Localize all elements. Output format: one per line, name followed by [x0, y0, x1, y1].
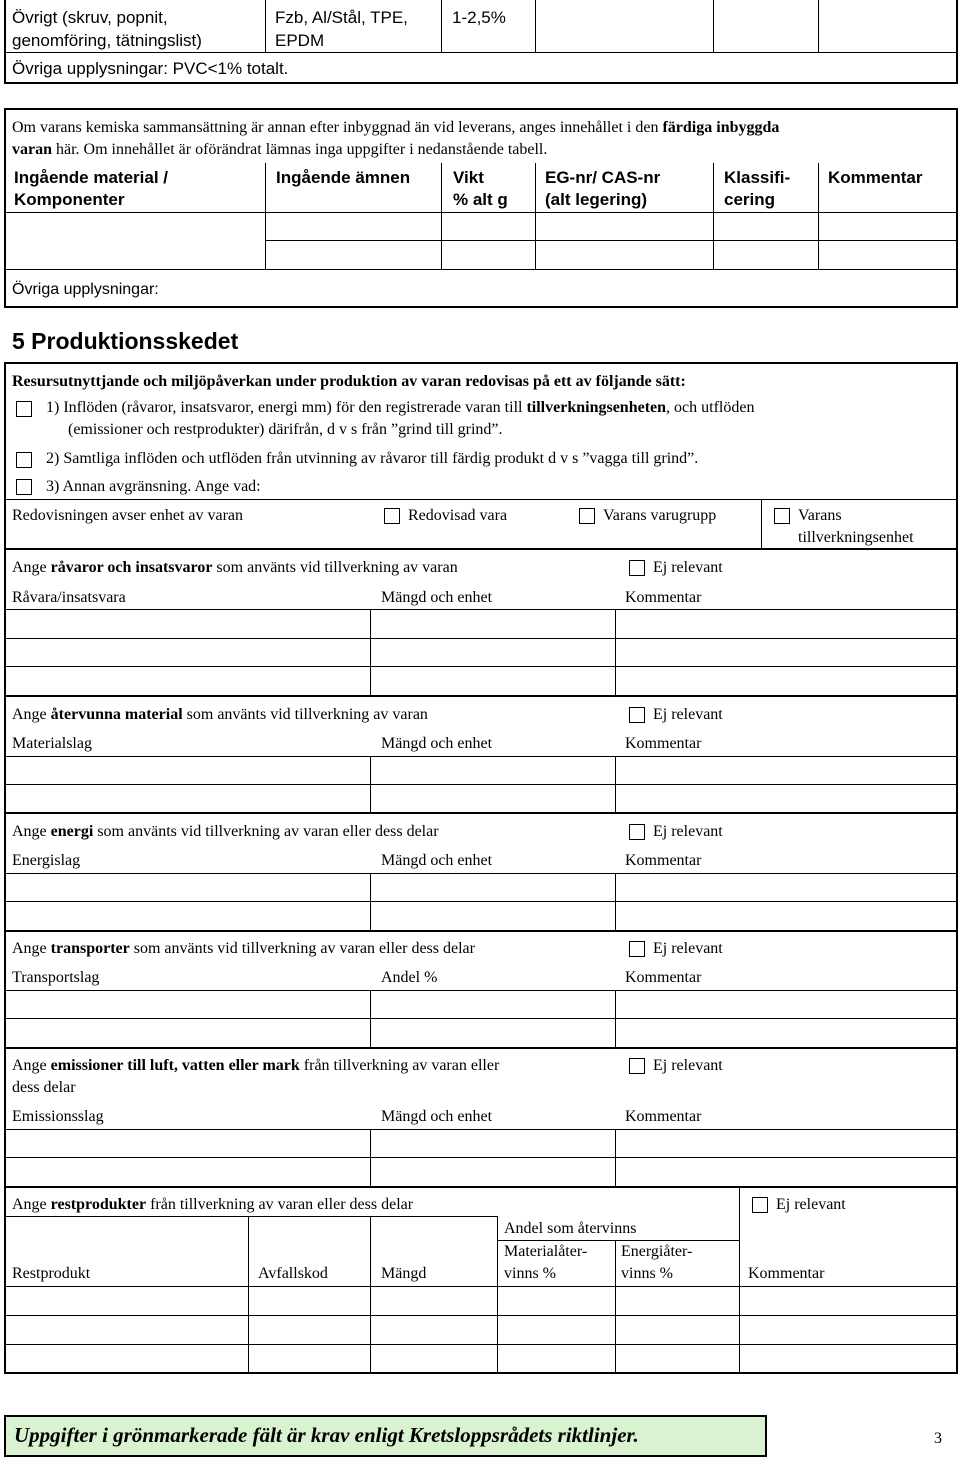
transport-not-relevant-checkbox[interactable] — [629, 941, 645, 957]
emissions-not-relevant-label: Ej relevant — [653, 1057, 723, 1074]
residual-heading: Ange restprodukter från tillverkning av varan eller dess delar — [12, 1196, 414, 1213]
energy-not-relevant-checkbox[interactable] — [629, 824, 645, 840]
residual-not-relevant-checkbox[interactable] — [752, 1197, 768, 1213]
energy-col-type: Energislag — [12, 852, 81, 869]
raw-materials-heading: Ange råvaror och insatsvaror som använts vid tillverkning av varan — [12, 559, 458, 576]
production-intro: Resursutnyttjande och miljöpåverkan under produktion av varan redovisas på ett av följande sätt: — [12, 373, 686, 390]
emissions-heading-line2: dess delar — [12, 1079, 76, 1096]
built-in-intro-line2: varan här. Om innehållet är oförändrat lämnas inga uppgifter i nedanstående tabell. — [12, 141, 548, 158]
residual-col-material-recycled-2: vinns % — [504, 1265, 556, 1282]
unit-label: Redovisningen avser enhet av varan — [12, 507, 244, 524]
built-in-other-info: Övriga upplysningar: — [12, 281, 159, 298]
unit-reported-goods-label: Redovisad vara — [408, 507, 508, 524]
recycled-not-relevant-checkbox[interactable] — [629, 707, 645, 723]
unit-manufacturing-checkbox[interactable] — [774, 508, 790, 524]
unit-manufacturing-label-2: tillverkningsenhet — [798, 529, 914, 546]
raw-materials-not-relevant-label: Ej relevant — [653, 559, 723, 576]
page-number: 3 — [934, 1430, 942, 1447]
unit-manufacturing-label-1: Varans — [798, 507, 842, 524]
option-2-checkbox[interactable] — [16, 452, 32, 468]
header-material-1: Ingående material / — [14, 168, 168, 187]
header-substances: Ingående ämnen — [276, 168, 411, 187]
unit-product-group-label: Varans varugrupp — [603, 507, 717, 524]
transport-col-type: Transportslag — [12, 969, 100, 986]
raw-materials-col-comment: Kommentar — [625, 589, 702, 606]
energy-col-amount: Mängd och enhet — [381, 852, 493, 869]
share-value: 1-2,5% — [452, 8, 506, 27]
footer-note: Uppgifter i grönmarkerade fält är krav enligt Kretsloppsrådets riktlinjer. — [14, 1423, 639, 1447]
residual-recycle-heading: Andel som återvinns — [504, 1220, 637, 1237]
energy-col-comment: Kommentar — [625, 852, 702, 869]
header-ecas-2: (alt legering) — [545, 190, 648, 209]
recycled-col-comment: Kommentar — [625, 735, 702, 752]
header-comment: Kommentar — [828, 168, 923, 187]
recycled-col-material: Materialslag — [12, 735, 92, 752]
row-label-line2: genomföring, tätningslist) — [12, 31, 202, 50]
transport-heading: Ange transporter som använts vid tillverkning av varan eller dess delar — [12, 940, 475, 957]
row-label-line1: Övrigt (skruv, popnit, — [12, 8, 168, 27]
residual-col-material-recycled-1: Materialåter- — [504, 1243, 588, 1260]
energy-not-relevant-label: Ej relevant — [653, 823, 723, 840]
emissions-col-amount: Mängd och enhet — [381, 1108, 493, 1125]
header-ecas-1: EG-nr/ CAS-nr — [545, 168, 661, 187]
raw-materials-not-relevant-checkbox[interactable] — [629, 560, 645, 576]
option-3-checkbox[interactable] — [16, 479, 32, 495]
recycled-not-relevant-label: Ej relevant — [653, 706, 723, 723]
transport-col-comment: Kommentar — [625, 969, 702, 986]
residual-col-energy-recycled-2: vinns % — [621, 1265, 673, 1282]
option-1-checkbox[interactable] — [16, 401, 32, 417]
emissions-col-type: Emissionsslag — [12, 1108, 104, 1125]
top-other-info: Övriga upplysningar: PVC<1% totalt. — [12, 59, 289, 78]
option-2-text: 2) Samtliga inflöden och utflöden från utvinning av råvaror till färdig produkt d v s ”vagga till grind”. — [46, 450, 699, 467]
residual-col-waste-code: Avfallskod — [258, 1265, 328, 1282]
material-line1: Fzb, Al/Stål, TPE, — [275, 8, 408, 27]
section-heading: 5 Produktionsskedet — [12, 328, 239, 354]
header-class-1: Klassifi- — [724, 168, 791, 187]
transport-col-share: Andel % — [381, 969, 438, 986]
material-line2: EPDM — [275, 31, 325, 50]
option-3-text: 3) Annan avgränsning. Ange vad: — [46, 478, 261, 495]
residual-col-energy-recycled-1: Energiåter- — [621, 1243, 693, 1260]
emissions-heading: Ange emissioner till luft, vatten eller mark från tillverkning av varan eller — [12, 1057, 500, 1074]
option-1-text: 1) Inflöden (råvaror, insatsvaror, energi mm) för den registrerade varan till tillverkningsenheten, och utflöden — [46, 399, 755, 416]
residual-col-comment: Kommentar — [748, 1265, 825, 1282]
unit-reported-goods-checkbox[interactable] — [384, 508, 400, 524]
header-weight-1: Vikt — [453, 168, 484, 187]
raw-materials-col-material: Råvara/insatsvara — [12, 589, 126, 606]
header-weight-2: % alt g — [453, 190, 508, 209]
built-in-intro-line1: Om varans kemiska sammansättning är annan efter inbyggnad än vid leverans, anges innehållet i den färdiga inbyggda — [12, 119, 780, 136]
residual-col-amount: Mängd — [381, 1265, 427, 1282]
emissions-not-relevant-checkbox[interactable] — [629, 1058, 645, 1074]
unit-product-group-checkbox[interactable] — [579, 508, 595, 524]
recycled-heading: Ange återvunna material som använts vid tillverkning av varan — [12, 706, 428, 723]
raw-materials-col-amount: Mängd och enhet — [381, 589, 493, 606]
residual-col-product: Restprodukt — [12, 1265, 91, 1282]
residual-not-relevant-label: Ej relevant — [776, 1196, 846, 1213]
transport-not-relevant-label: Ej relevant — [653, 940, 723, 957]
option-1-text-line2: (emissioner och restprodukter) därifrån, d v s från ”grind till grind”. — [68, 421, 503, 438]
header-material-2: Komponenter — [14, 190, 125, 209]
recycled-col-amount: Mängd och enhet — [381, 735, 493, 752]
energy-heading: Ange energi som använts vid tillverkning av varan eller dess delar — [12, 823, 439, 840]
header-class-2: cering — [724, 190, 776, 209]
emissions-col-comment: Kommentar — [625, 1108, 702, 1125]
